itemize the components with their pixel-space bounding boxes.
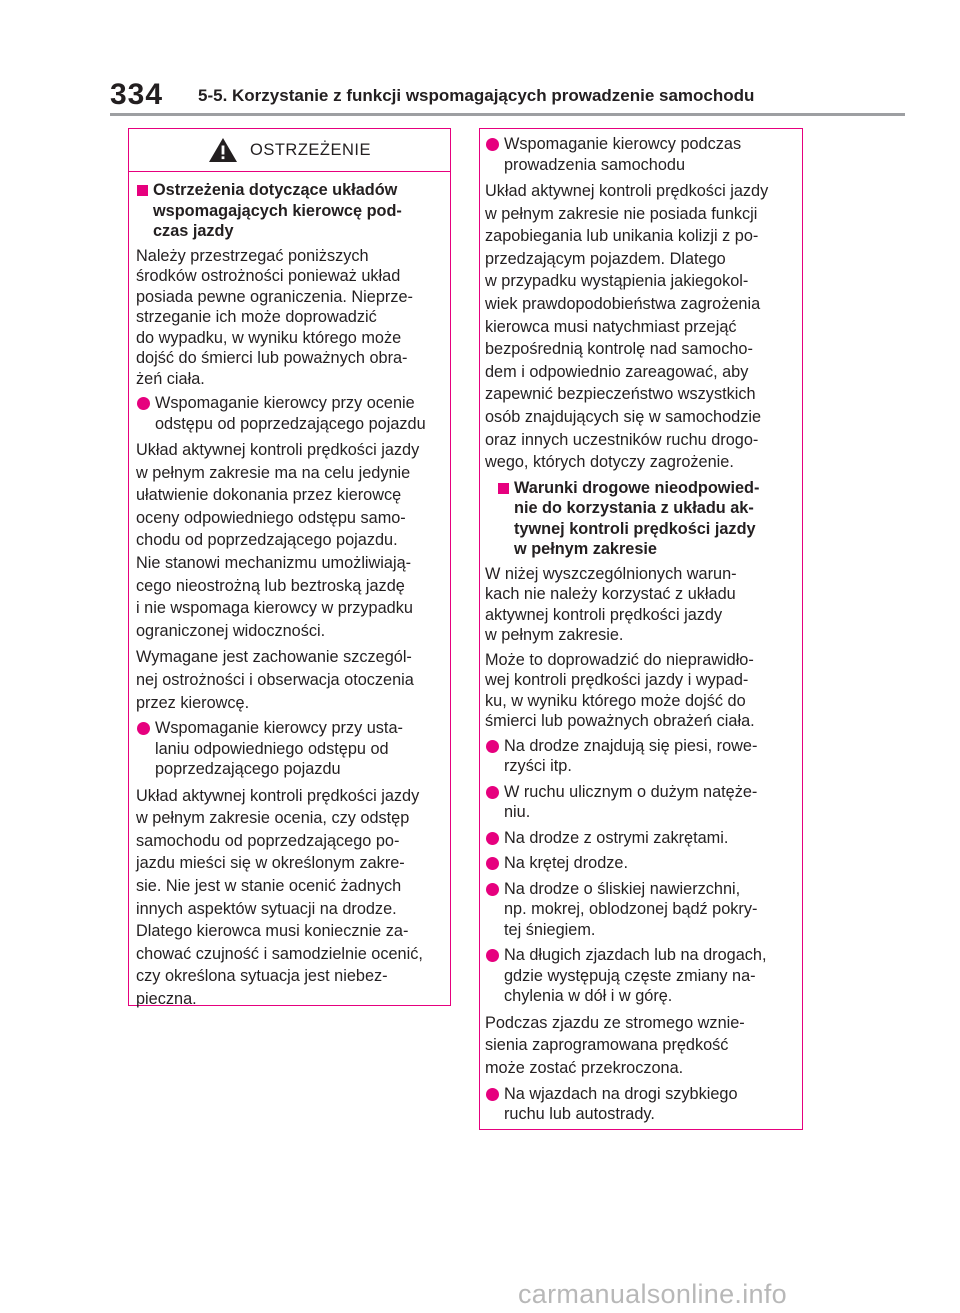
text-line: Na krętej drodze. — [504, 854, 628, 873]
text-line: prowadzenia samochodu — [504, 155, 686, 174]
bullet-text — [504, 782, 757, 823]
round-bullet-icon — [486, 786, 499, 799]
text-line: Na drodze o śliskiej nawierzchni, — [504, 879, 741, 898]
text-line: chodu od poprzedzającego pojazdu. — [136, 531, 398, 550]
round-bullet-icon — [486, 138, 499, 151]
text-line: tej śniegiem. — [504, 920, 596, 939]
text-line: śmierci lub poważnych obrażeń ciała. — [485, 712, 755, 731]
text-line: ku, w wyniku którego może dojść do — [485, 691, 746, 710]
condition-item — [485, 828, 796, 849]
text-line: pieczna. — [136, 989, 197, 1008]
text-line: oraz innych uczestników ruchu drogo- — [485, 430, 759, 449]
text-line: wego, których dotyczy zagrożenie. — [485, 453, 734, 472]
round-bullet-icon — [486, 1088, 499, 1101]
text-line: i nie wspomaga kierowcy w przypadku — [136, 599, 413, 618]
bullet-text — [504, 945, 766, 1007]
text-line: posiada pewne ograniczenia. Nieprze- — [136, 287, 413, 306]
text-line: odstępu od poprzedzającego pojazdu — [155, 414, 426, 433]
paragraph — [136, 785, 444, 1011]
text-line: cego nieostrożną lub beztroską jazdę — [136, 576, 405, 595]
text-line: w pełnym zakresie — [514, 540, 657, 559]
text-line: może zostać przekroczona. — [485, 1058, 684, 1077]
text-line: Układ aktywnej kontroli prędkości jazdy — [136, 786, 420, 805]
text-line: dem i odpowiednio zareagować, aby — [485, 362, 749, 381]
text-line: Ostrzeżenia dotyczące układów — [153, 181, 398, 199]
text-line: w pełnym zakresie nie posiada funkcji — [485, 204, 758, 223]
header-rule — [110, 113, 905, 116]
condition-item — [485, 1084, 796, 1125]
text-line: w przypadku wystąpienia jakiegokol- — [485, 272, 749, 291]
text-line: aktywnej kontroli prędkości jazdy — [485, 605, 723, 624]
warning-triangle-icon — [208, 137, 238, 163]
warning-title: OSTRZEŻENIE — [249, 140, 371, 159]
warning-header — [129, 129, 450, 172]
text-line: ograniczonej widoczności. — [136, 621, 326, 640]
text-line: Na drodze znajdują się piesi, rowe- — [504, 736, 758, 755]
round-bullet-icon — [486, 740, 499, 753]
text-line: żeń ciała. — [136, 369, 205, 388]
text-line: np. mokrej, oblodzonej bądź pokry- — [504, 900, 758, 919]
text-line: gdzie występują częste zmiany na- — [504, 966, 756, 985]
bullet-item — [136, 393, 444, 434]
text-line: Układ aktywnej kontroli prędkości jazdy — [485, 182, 769, 200]
page-number: 334 — [110, 78, 164, 111]
warning-box-continued — [479, 128, 803, 1130]
text-line: bezpośrednią kontrolę nad samocho- — [485, 340, 753, 359]
paragraph — [136, 439, 444, 642]
text-line: osób znajdujących się w samochodzie — [485, 407, 762, 426]
text-line: przedzającym pojazdem. Dlatego — [485, 249, 726, 268]
text-line: W ruchu ulicznym o dużym natęże- — [504, 782, 758, 801]
warning-box — [128, 128, 451, 1006]
paragraph — [136, 646, 444, 714]
text-line: dojść do śmierci lub poważnych obra- — [136, 349, 408, 367]
subsection-heading — [497, 478, 796, 560]
text-line: chylenia w dół i w górę. — [504, 987, 673, 1006]
text-line: Dlatego kierowca musi koniecznie za- — [136, 922, 409, 941]
text-line: w pełnym zakresie ocenia, czy odstęp — [136, 809, 410, 828]
bullet-text — [504, 879, 757, 941]
subsection-heading-text — [514, 478, 759, 560]
condition-item — [485, 879, 796, 941]
round-bullet-icon — [486, 857, 499, 870]
round-bullet-icon — [486, 832, 499, 845]
text-line: nej ostrożności i obserwacja otoczenia — [136, 670, 414, 689]
text-line: ułatwienie dokonania przez kierowcę — [136, 486, 402, 505]
text-line: zapewnić bezpieczeństwo wszystkich — [485, 385, 756, 404]
bullet-text — [504, 134, 741, 175]
bullet-text — [504, 828, 728, 849]
text-line: poprzedzającego pojazdu — [155, 760, 341, 779]
text-line: kierowca musi natychmiast przejąć — [485, 317, 737, 336]
text-line: w pełnym zakresie ma na celu jedynie — [136, 463, 411, 482]
text-line: wiek prawdopodobieństwa zagrożenia — [485, 294, 761, 313]
square-bullet-icon — [498, 483, 509, 494]
bullet-text — [155, 393, 426, 434]
round-bullet-icon — [486, 949, 499, 962]
bullet-text — [504, 853, 628, 874]
square-bullet-icon — [137, 185, 148, 196]
text-line: niu. — [504, 803, 531, 822]
text-line: samochodu od poprzedzającego po- — [136, 831, 400, 850]
text-line: Należy przestrzegać poniższych — [136, 246, 369, 265]
condition-item — [485, 736, 796, 777]
text-line: Wspomaganie kierowcy przy ocenie — [155, 394, 415, 412]
text-line: jazdu mieści się w określonym zakre- — [136, 854, 405, 873]
text-line: Nie stanowi mechanizmu umożliwiają- — [136, 553, 412, 572]
text-line: Wspomaganie kierowcy przy usta- — [155, 719, 403, 738]
text-line: do wypadku, w wyniku którego może — [136, 328, 402, 347]
text-line: Może to doprowadzić do nieprawidło- — [485, 650, 754, 669]
text-line: czas jazdy — [153, 222, 234, 240]
bullet-text — [504, 736, 757, 777]
text-line: wspomagających kierowcę pod- — [153, 201, 402, 220]
text-line: Na wjazdach na drogi szybkiego — [504, 1084, 738, 1103]
warning-heading-text — [153, 180, 402, 242]
text-line: ruchu lub autostrady. — [504, 1105, 655, 1123]
warning-heading — [136, 180, 444, 242]
text-line: Podczas zjazdu ze stromego wznie- — [485, 1013, 745, 1032]
text-line: zapobiegania lub unikania kolizji z po- — [485, 227, 759, 246]
paragraph — [485, 1012, 796, 1080]
bullet-text — [155, 718, 403, 780]
text-line: w pełnym zakresie. — [485, 626, 624, 645]
text-line: czy określona sytuacja jest niebez- — [136, 967, 388, 986]
condition-item — [485, 853, 796, 874]
paragraph — [485, 650, 796, 732]
text-line: wej kontroli prędkości jazdy i wypad- — [485, 671, 749, 690]
text-line: Na drodze z ostrymi zakrętami. — [504, 828, 729, 847]
text-line: strzeganie ich może doprowadzić — [136, 308, 377, 326]
text-line: sie. Nie jest w stanie ocenić żadnych — [136, 877, 402, 895]
text-line: W niżej wyszczególnionych warun- — [485, 564, 737, 583]
text-line: Warunki drogowe nieodpowied- — [514, 478, 760, 497]
round-bullet-icon — [486, 883, 499, 896]
text-line: Układ aktywnej kontroli prędkości jazdy — [136, 441, 420, 459]
round-bullet-icon — [137, 722, 150, 735]
condition-item — [485, 945, 796, 1007]
text-line: nie do korzystania z układu ak- — [514, 499, 754, 518]
bullet-item — [485, 134, 796, 175]
warning-body — [129, 172, 450, 1011]
bullet-item — [136, 718, 444, 780]
paragraph — [485, 564, 796, 646]
text-line: przez kierowcę. — [136, 693, 250, 712]
watermark: carmanualsonline.info — [518, 1279, 787, 1309]
text-line: sienia zaprogramowana prędkość — [485, 1036, 729, 1055]
warning-intro — [136, 246, 444, 390]
text-line: Wymagane jest zachowanie szczegól- — [136, 648, 412, 667]
section-title: 5-5. Korzystanie z funkcji wspomagających prowadzenie samochodu — [198, 86, 755, 105]
text-line: kach nie należy korzystać z układu — [485, 585, 736, 604]
round-bullet-icon — [137, 397, 150, 410]
text-line: rzyści itp. — [504, 757, 572, 776]
bullet-text — [504, 1084, 738, 1125]
paragraph — [485, 180, 796, 474]
text-line: środków ostrożności ponieważ układ — [136, 267, 401, 285]
text-line: tywnej kontroli prędkości jazdy — [514, 519, 756, 538]
text-line: Na długich zjazdach lub na drogach, — [504, 946, 767, 965]
text-line: oceny odpowiedniego odstępu samo- — [136, 508, 406, 527]
text-line: chować czujność i samodzielnie ocenić, — [136, 944, 423, 963]
text-line: Wspomaganie kierowcy podczas — [504, 135, 742, 153]
text-line: laniu odpowiedniego odstępu od — [155, 739, 389, 758]
condition-item — [485, 782, 796, 823]
text-line: innych aspektów sytuacji na drodze. — [136, 899, 397, 918]
